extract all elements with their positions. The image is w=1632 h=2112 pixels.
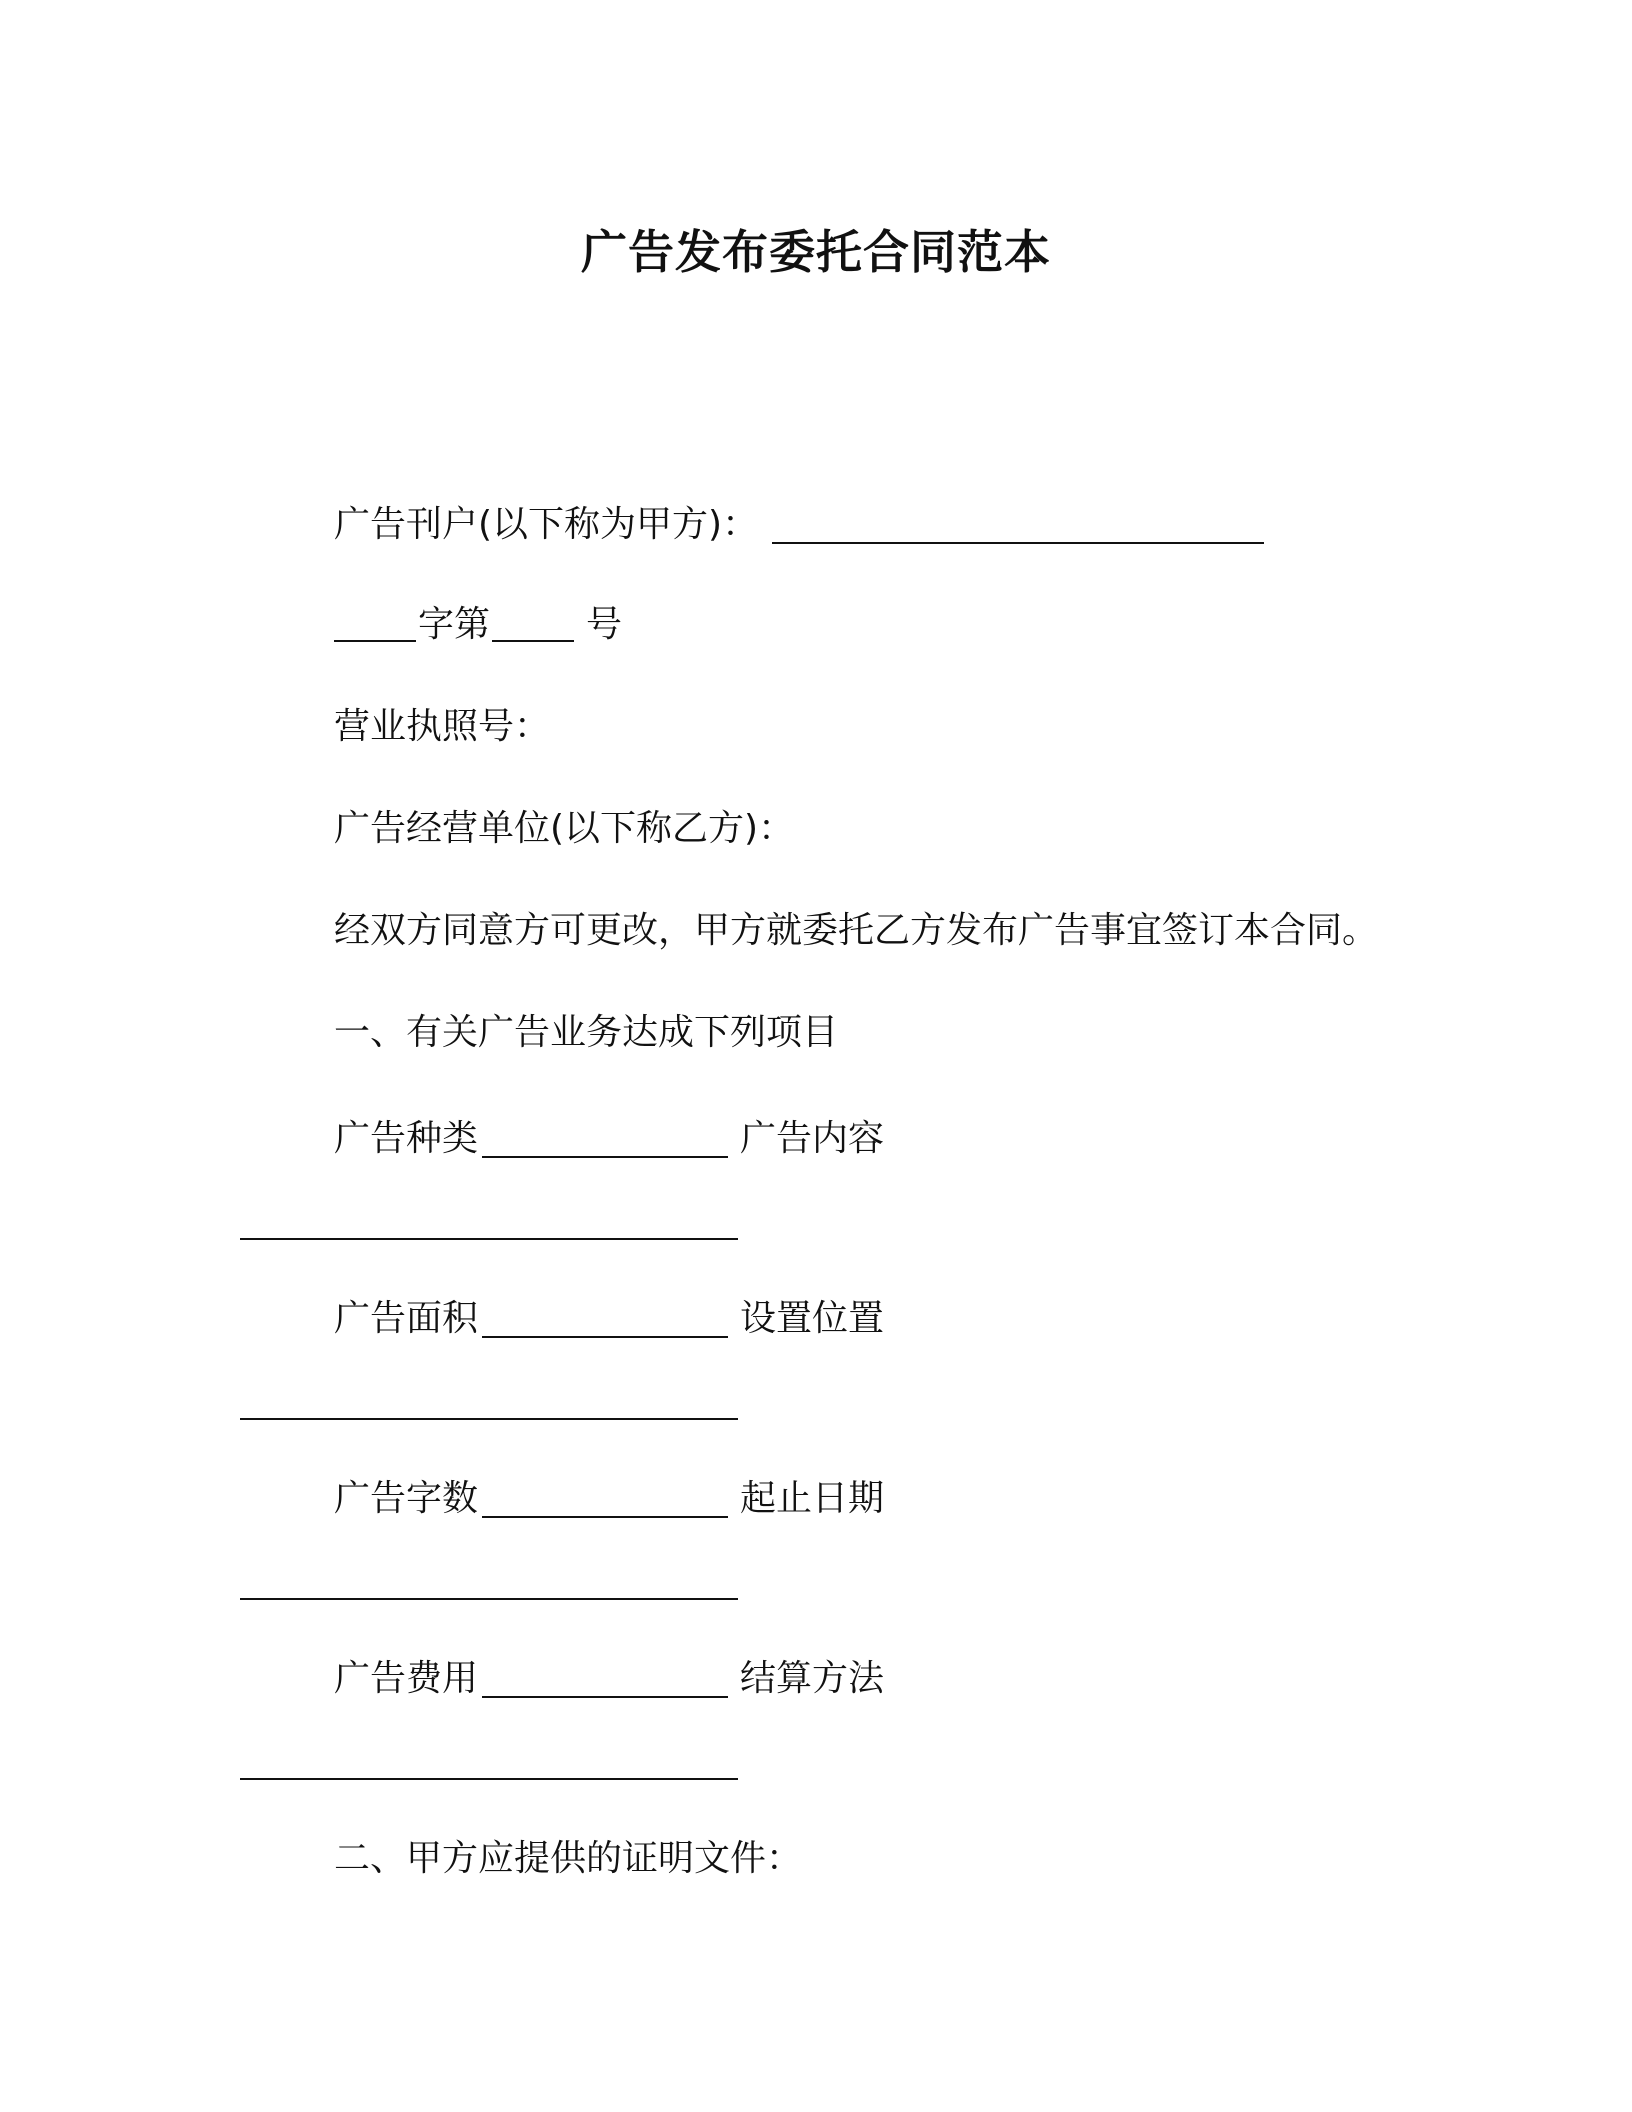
field-date-range-label: 起止日期 [740, 1478, 885, 1519]
party-a-blank[interactable] [772, 542, 1264, 544]
field-word-count-label: 广告字数 [334, 1478, 479, 1519]
section-2-heading: 二、甲方应提供的证明文件： [334, 1838, 803, 1879]
doc-no-blank-1[interactable] [334, 640, 416, 642]
party-b-label: 广告经营单位(以下称乙方)： [334, 808, 795, 849]
field-word-count-blank[interactable] [482, 1516, 728, 1518]
document-title: 广告发布委托合同范本 [581, 225, 1051, 279]
field-ad-fee-blank[interactable] [482, 1696, 728, 1698]
party-a-label: 广告刊户(以下称为甲方)： [334, 504, 759, 545]
field-ad-area-label: 广告面积 [334, 1298, 479, 1339]
field-ad-fee-label: 广告费用 [334, 1658, 479, 1699]
field-ad-type-label: 广告种类 [334, 1118, 479, 1159]
field-ad-content-label: 广告内容 [740, 1118, 885, 1159]
doc-no-blank-2[interactable] [492, 640, 574, 642]
field-date-range-blank[interactable] [240, 1598, 738, 1600]
field-ad-content-blank[interactable] [240, 1238, 738, 1240]
doc-no-suffix: 号 [586, 604, 623, 645]
intro-paragraph: 经双方同意方可更改，甲方就委托乙方发布广告事宜签订本合同。 [334, 910, 1379, 951]
field-ad-area-blank[interactable] [482, 1336, 728, 1338]
field-location-blank[interactable] [240, 1418, 738, 1420]
field-ad-type-blank[interactable] [482, 1156, 728, 1158]
party-a-line [334, 500, 758, 550]
field-settlement-blank[interactable] [240, 1778, 738, 1780]
license-label: 营业执照号： [334, 706, 551, 747]
section-1-heading: 一、有关广告业务达成下列项目 [334, 1012, 839, 1053]
field-location-label: 设置位置 [740, 1298, 885, 1339]
doc-no-word: 字第 [418, 604, 491, 645]
field-settlement-label: 结算方法 [740, 1658, 885, 1699]
